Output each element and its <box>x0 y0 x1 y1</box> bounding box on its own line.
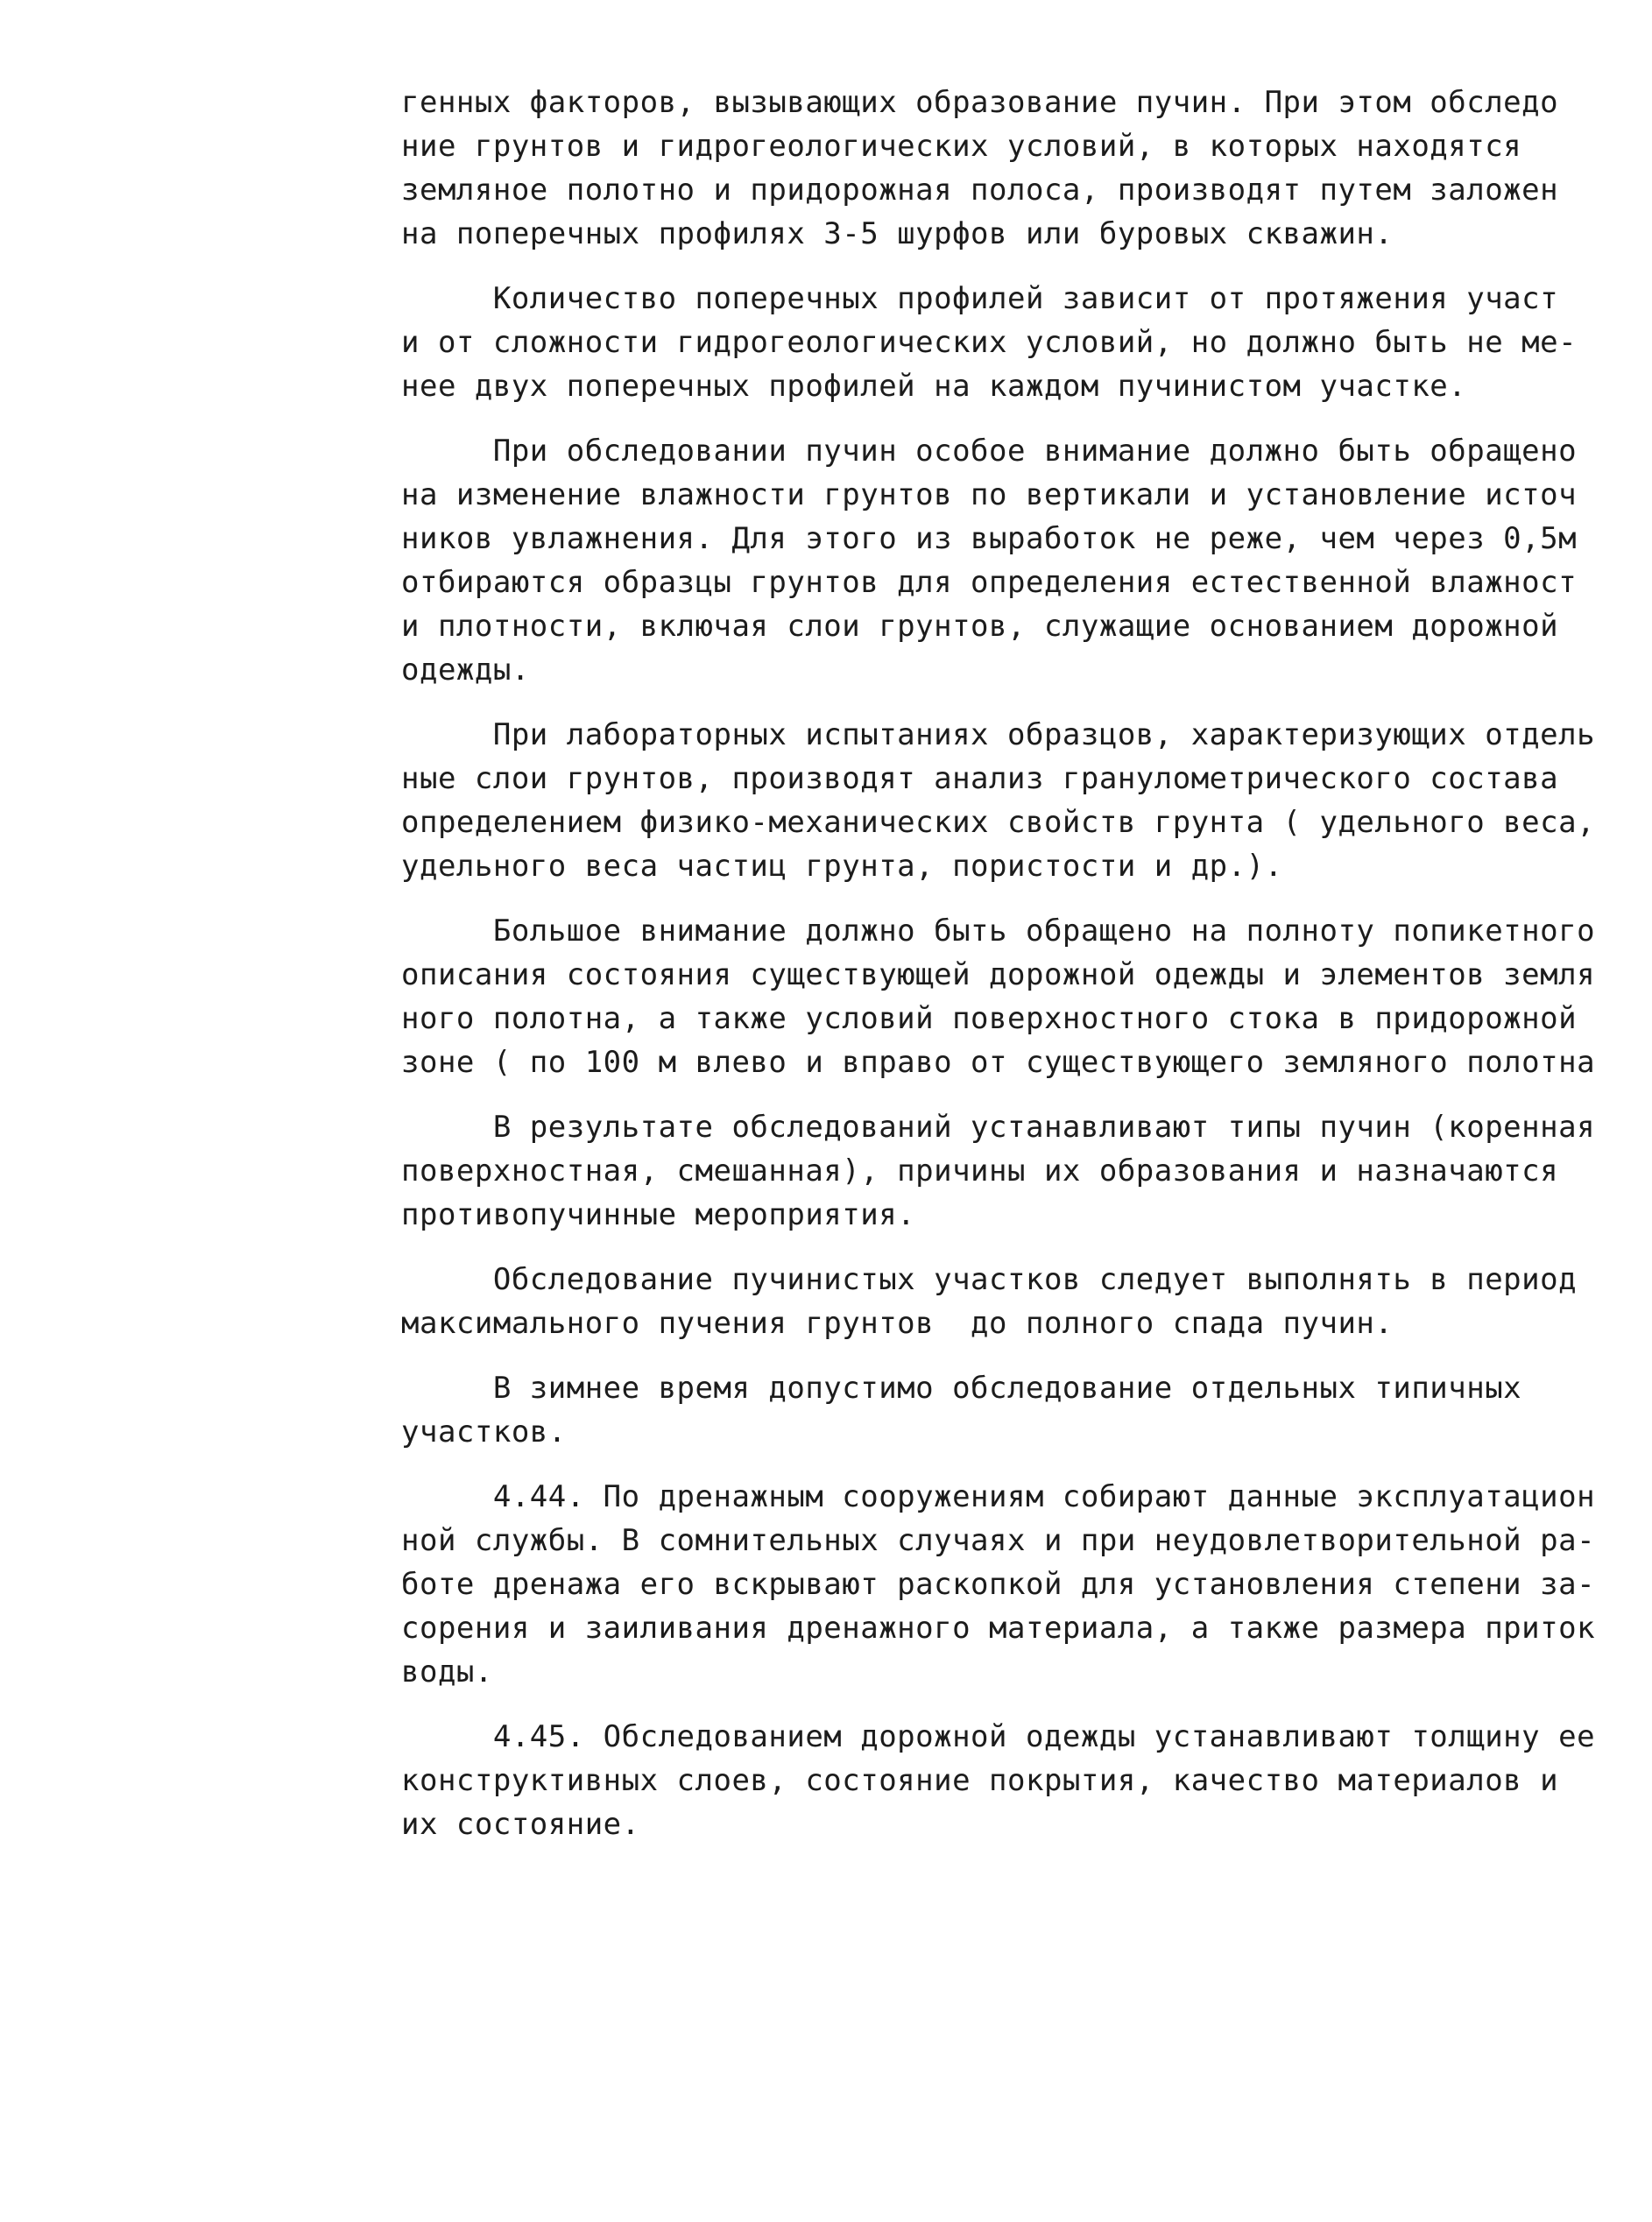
paragraph-heave-types <box>401 1105 1627 1237</box>
text-line: и плотности, включая слои грунтов, служащие основанием дорожной <box>401 609 1559 644</box>
text-line: При обследовании пучин особое внимание должно быть обращено <box>401 434 1578 469</box>
paragraph-cross-profiles <box>401 277 1627 408</box>
text-line: ные слои грунтов, производят анализ гранулометрического состава <box>401 761 1559 796</box>
text-line: на поперечных профилях 3-5 шурфов или буровых скважин. <box>401 216 1394 251</box>
text-line: их состояние. <box>401 1807 640 1842</box>
text-line: В зимнее время допустимо обследование отдельных типичных <box>401 1371 1522 1406</box>
text-line: ние грунтов и гидрогеологических условий, в которых находятся <box>401 129 1522 164</box>
paragraph-frost-heave-factors <box>401 81 1627 256</box>
text-line: участков. <box>401 1414 567 1450</box>
paragraph-moisture-survey <box>401 429 1627 692</box>
text-line: ного полотна, а также условий поверхностного стока в придорожной <box>401 1001 1578 1036</box>
text-line: Количество поперечных профилей зависит от протяжения участ <box>401 281 1559 316</box>
text-line: В результате обследований устанавливают типы пучин (коренная <box>401 1110 1596 1145</box>
text-line: и от сложности гидрогеологических условий, но должно быть не ме- <box>401 325 1578 360</box>
text-line: определением физико-механических свойств грунта ( удельного веса, <box>401 805 1596 840</box>
paragraph-picket-description <box>401 909 1627 1084</box>
text-line: максимального пучения грунтов до полного спада пучин. <box>401 1306 1394 1341</box>
text-line: Обследование пучинистых участков следует выполнять в период <box>401 1262 1578 1297</box>
text-line: генных факторов, вызывающих образование пучин. При этом обследо <box>401 85 1559 120</box>
text-line: сорения и заиливания дренажного материала, а также размера приток <box>401 1611 1596 1646</box>
text-line: ников увлажнения. Для этого из выработок не реже, чем через 0,5м <box>401 521 1578 556</box>
paragraph-winter-survey <box>401 1366 1627 1454</box>
paragraph-survey-period <box>401 1258 1627 1345</box>
text-line: боте дренажа его вскрывают раскопкой для установления степени за- <box>401 1567 1596 1602</box>
text-line: воды. <box>401 1654 493 1689</box>
text-line: на изменение влажности грунтов по вертикали и установление источ <box>401 477 1578 512</box>
text-line: противопучинные мероприятия. <box>401 1197 916 1232</box>
text-line: описания состояния существующей дорожной одежды и элементов земля <box>401 957 1596 992</box>
text-line: 4.45. Обследованием дорожной одежды устанавливают толщину ее <box>401 1719 1596 1754</box>
text-line: конструктивных слоев, состояние покрытия, качество материалов и <box>401 1763 1559 1798</box>
text-line: земляное полотно и придорожная полоса, производят путем заложен <box>401 173 1559 208</box>
paragraph-lab-tests <box>401 713 1627 888</box>
document-body <box>401 81 1627 1867</box>
text-line: поверхностная, смешанная), причины их образования и назначаются <box>401 1153 1559 1189</box>
paragraph-4-45-pavement <box>401 1715 1627 1846</box>
paragraph-4-44-drainage <box>401 1475 1627 1694</box>
text-line: Большое внимание должно быть обращено на полноту попикетного <box>401 913 1596 949</box>
text-line: одежды. <box>401 652 530 688</box>
text-line: При лабораторных испытаниях образцов, характеризующих отдель <box>401 717 1596 752</box>
text-line: нее двух поперечных профилей на каждом пучинистом участке. <box>401 369 1467 404</box>
text-line: отбираются образцы грунтов для определения естественной влажност <box>401 565 1578 600</box>
text-line: зоне ( по 100 м влево и вправо от существующего земляного полотна <box>401 1045 1596 1080</box>
text-line: ной службы. В сомнительных случаях и при неудовлетворительной ра- <box>401 1523 1596 1558</box>
text-line: 4.44. По дренажным сооружениям собирают данные эксплуатацион <box>401 1479 1596 1514</box>
text-line: удельного веса частиц грунта, пористости и др.). <box>401 849 1283 884</box>
